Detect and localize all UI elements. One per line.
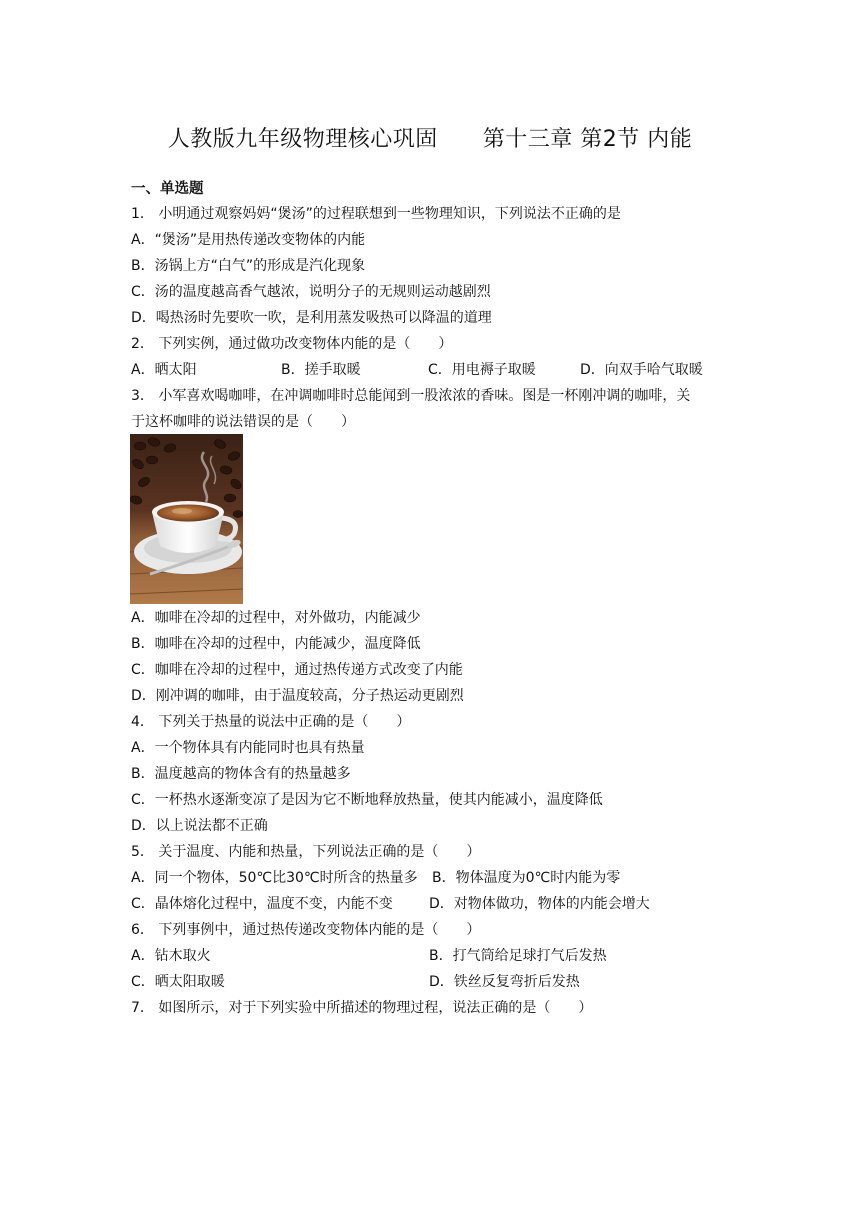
q5-option-b: B．物体温度为0℃时内能为零 [432,870,621,886]
q6-option-a: A．钻木取火 [131,948,211,964]
q1-option-b: B．汤锅上方“白气”的形成是汽化现象 [131,258,366,274]
q6-option-c: C．晒太阳取暖 [131,974,225,990]
q3-stem-line2: 于这杯咖啡的说法错误的是（ ） [131,414,355,430]
q4-option-d: D．以上说法都不正确 [131,818,268,834]
q6-option-b: B．打气筒给足球打气后发热 [429,948,607,964]
q3-option-d: D．刚冲调的咖啡，由于温度较高，分子热运动更剧烈 [131,688,464,704]
q5-option-a: A．同一个物体，50℃比30℃时所含的热量多 [131,870,418,886]
coffee-cup-photo [130,434,243,604]
q3-stem-line1: 3． 小军喜欢喝咖啡，在冲调咖啡时总能闻到一股浓浓的香味。图是一杯刚冲调的咖啡，关 [131,388,691,404]
q2-option-a: A．晒太阳 [131,362,197,378]
q4-option-c: C．一杯热水逐渐变凉了是因为它不断地释放热量，使其内能减小，温度降低 [131,792,603,808]
q5-stem: 5． 关于温度、内能和热量，下列说法正确的是（ ） [131,844,481,860]
q5-option-c: C．晶体熔化过程中，温度不变，内能不变 [131,896,393,912]
q1-stem: 1． 小明通过观察妈妈“煲汤”的过程联想到一些物理知识，下列说法不正确的是 [131,206,621,222]
q1-option-c: C．汤的温度越高香气越浓，说明分子的无规则运动越剧烈 [131,284,491,300]
q1-option-a: A．“煲汤”是用热传递改变物体的内能 [131,232,366,248]
q5-option-d: D．对物体做功，物体的内能会增大 [429,896,650,912]
q3-option-c: C．咖啡在冷却的过程中，通过热传递方式改变了内能 [131,662,463,678]
q2-stem: 2． 下列实例，通过做功改变物体内能的是（ ） [131,336,453,352]
page-title: 人教版九年级物理核心巩固 第十三章 第2节 内能 [167,127,693,152]
q3-option-a: A．咖啡在冷却的过程中，对外做功，内能减少 [131,610,421,626]
q3-option-b: B．咖啡在冷却的过程中，内能减少，温度降低 [131,636,421,652]
q6-stem: 6． 下列事例中，通过热传递改变物体内能的是（ ） [131,922,481,938]
q1-option-d: D．喝热汤时先要吹一吹，是利用蒸发吸热可以降温的道理 [131,310,492,326]
q6-option-d: D．铁丝反复弯折后发热 [429,974,580,990]
q2-option-c: C．用电褥子取暖 [428,362,536,378]
q7-stem: 7． 如图所示，对于下列实验中所描述的物理过程，说法正确的是（ ） [131,1000,593,1016]
q4-option-a: A．一个物体具有内能同时也具有热量 [131,740,365,756]
q4-stem: 4． 下列关于热量的说法中正确的是（ ） [131,714,411,730]
q4-option-b: B．温度越高的物体含有的热量越多 [131,766,351,782]
section-heading: 一、单选题 [131,181,204,197]
q2-option-b: B．搓手取暖 [281,362,361,378]
q2-option-d: D．向双手哈气取暖 [580,362,703,378]
